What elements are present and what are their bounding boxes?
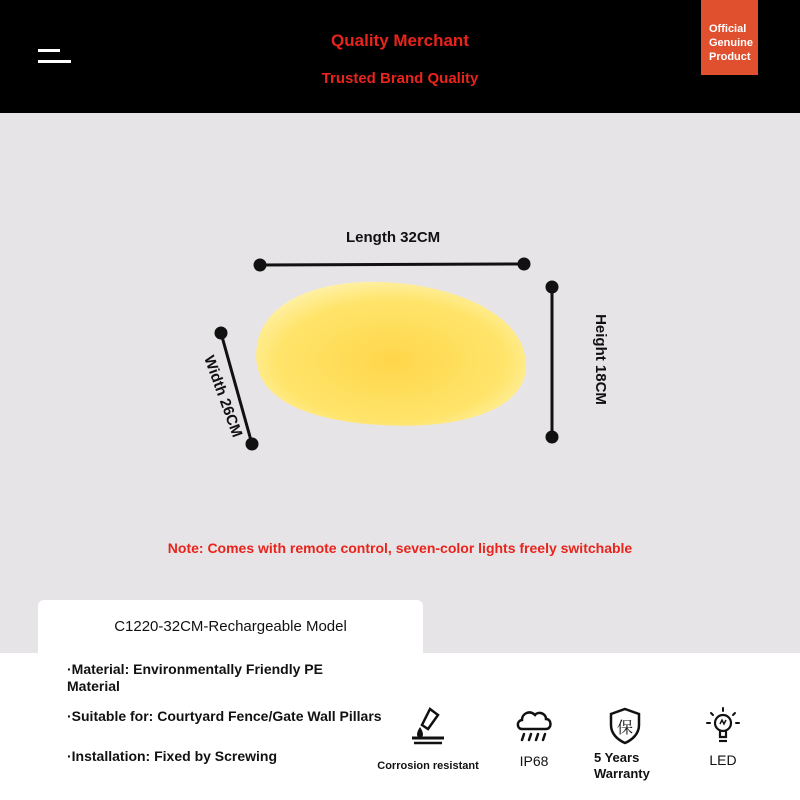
height-label: Height 18CM — [591, 314, 609, 405]
feature-led — [700, 706, 746, 768]
spec-installation: ·Installation: Fixed by Screwing — [67, 748, 278, 764]
badge-line: Product — [709, 51, 751, 63]
menu-icon[interactable] — [38, 49, 72, 65]
shield-glyph: 保 — [616, 718, 634, 737]
badge-line: Official — [709, 23, 747, 35]
badge-line: Genuine — [709, 37, 754, 49]
lamp-stone — [256, 282, 526, 426]
feature-warranty — [594, 707, 664, 782]
feature-corrosion — [372, 705, 484, 772]
lightbulb-icon — [703, 706, 743, 746]
feature-label: IP68 — [519, 753, 549, 769]
feature-ip68 — [508, 707, 560, 769]
height-dimension-line — [547, 282, 557, 442]
store-title: Quality Merchant — [331, 31, 469, 50]
model-label: C1220-32CM-Rechargeable Model — [114, 618, 347, 635]
length-label: Length 32CM — [346, 229, 441, 246]
spec-suitable: ·Suitable for: Courtyard Fence/Gate Wall Pillars — [67, 708, 382, 724]
model-tab[interactable] — [38, 600, 423, 660]
feature-label: LED — [709, 752, 737, 768]
official-badge — [701, 0, 758, 75]
shield-icon — [608, 707, 642, 745]
spec-material: ·Material: Environmentally Friendly PE Material — [67, 661, 323, 694]
width-label: Width 26CM — [200, 353, 246, 440]
corrosion-icon — [408, 705, 448, 745]
remote-note: Note: Comes with remote control, seven-color lights freely switchable — [167, 540, 633, 556]
feature-label: 5 Years Warranty — [594, 750, 650, 781]
product-illustration — [0, 113, 800, 653]
store-subtitle: Trusted Brand Quality — [321, 70, 479, 87]
header — [0, 0, 800, 113]
length-dimension-line — [255, 259, 529, 270]
feature-label: Corrosion resistant — [377, 760, 479, 772]
rain-cloud-icon — [514, 707, 554, 743]
